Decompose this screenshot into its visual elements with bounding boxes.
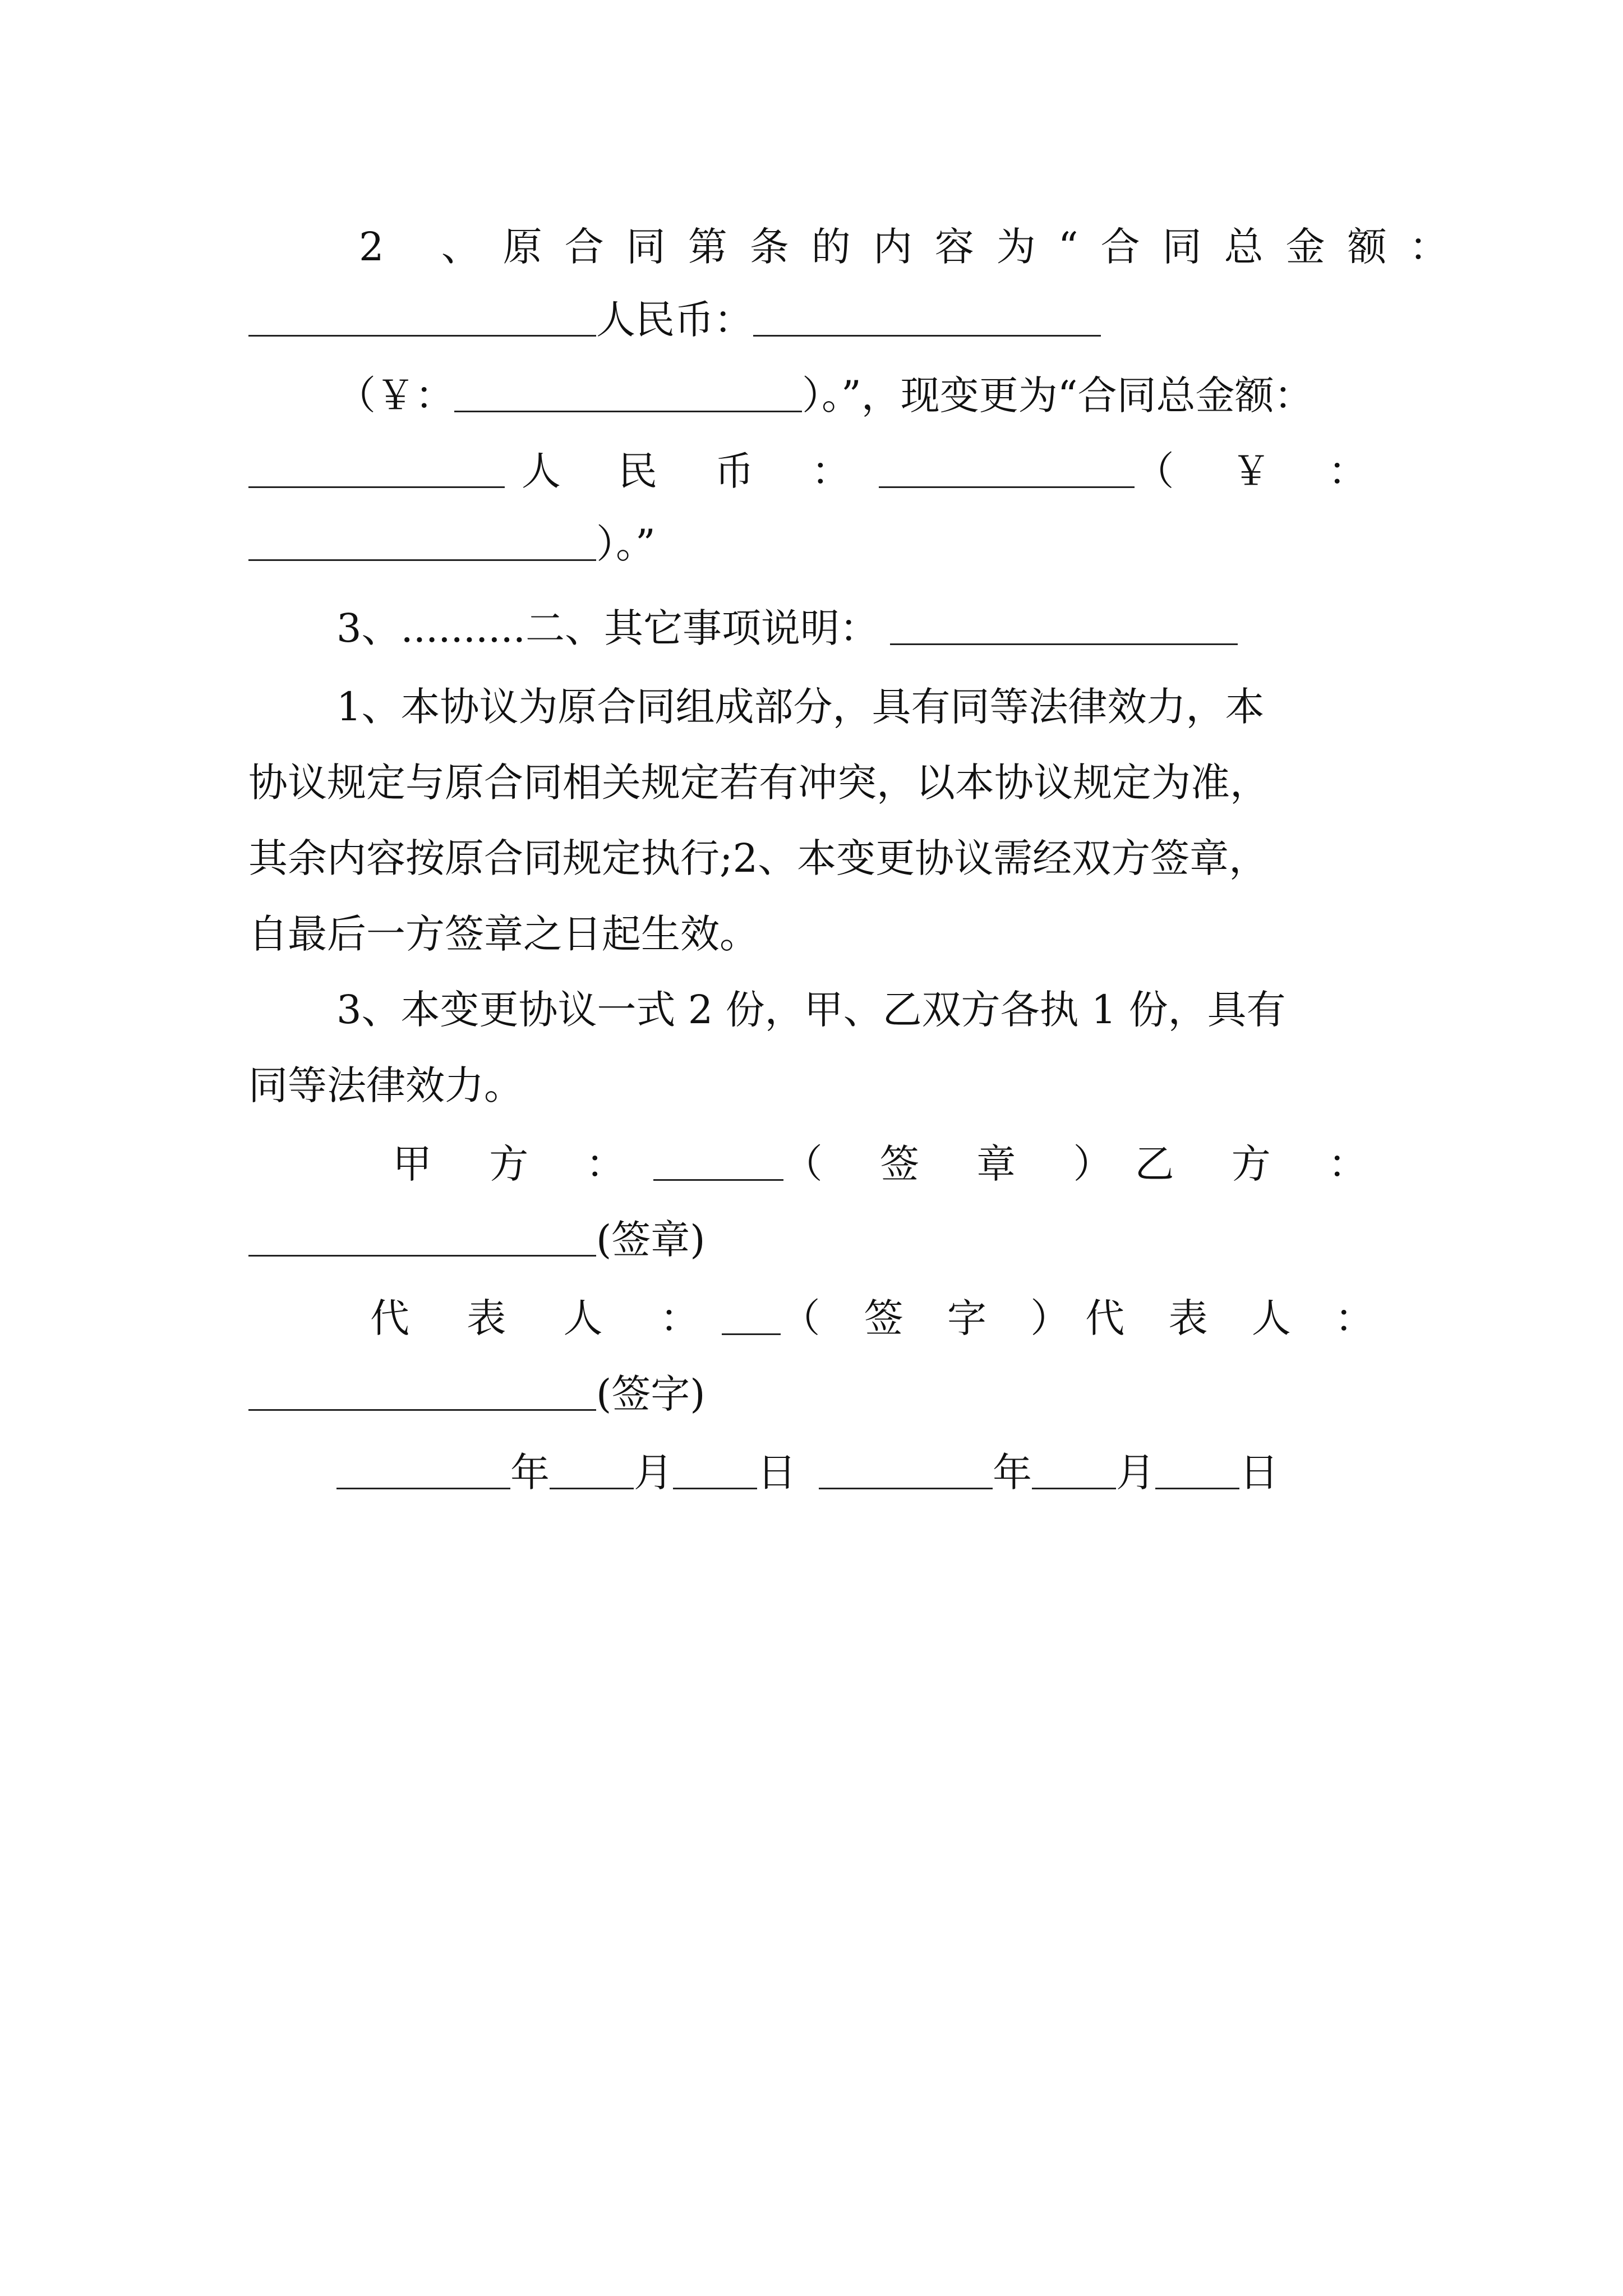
other3-text-2: 同等法律效力。 xyxy=(248,1062,523,1108)
rep-b-blank[interactable] xyxy=(248,1374,596,1411)
date-a-day: 日 xyxy=(757,1450,796,1496)
clause2-line1 xyxy=(359,213,1471,280)
sign-label-end: (签字) xyxy=(596,1371,706,1417)
rmb-blank[interactable] xyxy=(753,300,1101,337)
date-line xyxy=(336,1439,1390,1506)
amount-blank[interactable] xyxy=(248,300,596,337)
date-b-day-blank[interactable] xyxy=(1155,1453,1239,1489)
clause2-close: ）。” xyxy=(596,521,656,567)
date-b-year-blank[interactable] xyxy=(819,1453,993,1489)
sign-rep-line2 xyxy=(248,1360,1390,1428)
clause2-line4 xyxy=(248,438,1390,505)
clause2-text-1: 2 、原合同第条的内容为“合同总金额： xyxy=(359,224,1471,270)
date-a-year-blank[interactable] xyxy=(336,1453,510,1489)
other1-text-1: 1、本协议为原合同组成部分，具有同等法律效力，本 xyxy=(336,684,1265,730)
rep-a-label: 代 表 人 ： xyxy=(370,1295,722,1341)
party-a-label: 甲 方 ： xyxy=(393,1141,648,1187)
yen-blank[interactable] xyxy=(454,376,802,412)
clause2-line5 xyxy=(248,510,1390,578)
date-a-month: 月 xyxy=(634,1450,673,1496)
other1-line4 xyxy=(248,900,1390,968)
other1-text-3: 其余内容按原合同规定执行;2、本变更协议需经双方签章， xyxy=(248,835,1269,881)
other3-line2 xyxy=(248,1052,1390,1119)
new-yen-open: （ ￥ ： xyxy=(1135,448,1390,494)
other1-line2 xyxy=(248,749,1390,816)
yen-open: （￥： xyxy=(336,372,454,418)
sign-party-line2 xyxy=(248,1206,1390,1273)
sign-party-line xyxy=(393,1130,1390,1198)
other1-text-2: 协议规定与原合同相关规定若有冲突，以本协议规定为准， xyxy=(248,760,1269,806)
party-a-blank[interactable] xyxy=(653,1144,783,1181)
sign-rep-b-label: （ 签 字 ）代 表 人 ： xyxy=(781,1295,1390,1341)
new-yen-blank[interactable] xyxy=(248,524,596,561)
date-a-day-blank[interactable] xyxy=(673,1453,757,1489)
rmb-label: 人民币： xyxy=(596,297,753,343)
clause3-line xyxy=(336,595,1390,662)
date-b-day: 日 xyxy=(1239,1450,1279,1496)
other1-line3 xyxy=(248,825,1390,892)
seal-party-b-label: （ 签 章 ）乙 方 ： xyxy=(783,1141,1390,1187)
seal-label-end: (签章) xyxy=(596,1217,706,1263)
date-b-year: 年 xyxy=(993,1450,1032,1496)
new-rmb-blank[interactable] xyxy=(879,452,1135,488)
other1-line1 xyxy=(336,673,1390,740)
other1-text-4: 自最后一方签章之日起生效。 xyxy=(248,911,759,957)
new-amount-blank[interactable] xyxy=(248,452,505,488)
other3-text-1: 3、本变更协议一式 2 份，甲、乙双方各执 1 份，具有 xyxy=(336,987,1286,1033)
date-a-year: 年 xyxy=(510,1450,550,1496)
new-rmb-label: 人 民 币 ： xyxy=(521,448,873,494)
party-b-blank[interactable] xyxy=(248,1220,596,1257)
clause2-line3 xyxy=(336,362,1390,429)
date-b-month: 月 xyxy=(1116,1450,1155,1496)
date-a-month-blank[interactable] xyxy=(550,1453,634,1489)
date-b-month-blank[interactable] xyxy=(1032,1453,1116,1489)
other3-line1 xyxy=(336,976,1390,1043)
clause2-line2 xyxy=(248,286,1390,353)
clause3-text: 3、..........二、其它事项说明： xyxy=(336,605,879,651)
other-notes-blank[interactable] xyxy=(890,609,1238,645)
sign-rep-line xyxy=(370,1285,1390,1352)
rep-a-blank[interactable] xyxy=(722,1299,781,1335)
change-text: ）。”，现变更为“合同总金额： xyxy=(802,372,1313,418)
